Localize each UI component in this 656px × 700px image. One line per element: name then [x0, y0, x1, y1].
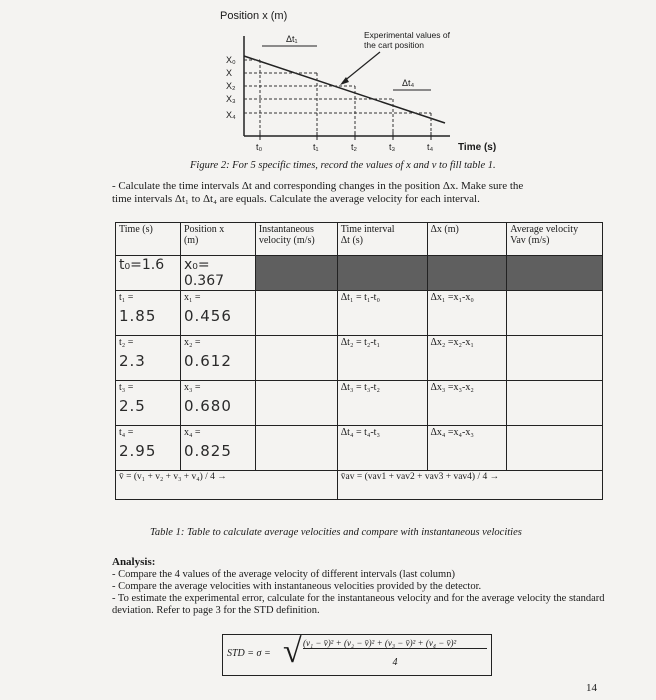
velocity-table [115, 222, 603, 500]
std-numerator: (v₁ − v̄)² + (v₂ − v̄)² + (v₃ − v̄)² + (v₄ − v̄)² [303, 638, 487, 649]
delta-t4-label: Δt₄ [402, 78, 415, 88]
cell-dx1[interactable]: Δx₁ =x₁-x₀ [427, 291, 507, 336]
header-time: Time (s) [116, 223, 181, 256]
avg-average-formula[interactable]: v̄av = (vav1 + vav2 + vav3 + vav4) / 4 → [337, 471, 602, 500]
sqrt-sign: √ [283, 633, 302, 670]
cell-dx4[interactable]: Δx₄ =x₄-x₃ [427, 426, 507, 471]
cell-x2[interactable]: x₂ = 0.612 [180, 336, 255, 381]
cell-t2[interactable]: t₂ = 2.3 [116, 336, 181, 381]
page-number: 14 [586, 682, 597, 694]
cell-t1[interactable]: t₁ = 1.85 [116, 291, 181, 336]
y-tick-x3: X₃ [226, 94, 236, 104]
position-time-graph [200, 8, 520, 166]
y-tick-x0: X₀ [226, 55, 236, 65]
x-tick-t3: t₃ [389, 142, 396, 152]
table-row [116, 426, 603, 471]
header-time-interval: Time interval Δt (s) [337, 223, 427, 256]
cell-v2[interactable] [255, 336, 337, 381]
header-avg-velocity: Average velocity Vav (m/s) [507, 223, 603, 256]
annotation-line1: Experimental values of [364, 30, 450, 40]
cell-dt3[interactable]: Δt₃ = t₃-t₂ [337, 381, 427, 426]
cell-v3[interactable] [255, 381, 337, 426]
cell-dt1[interactable]: Δt₁ = t₁-t₀ [337, 291, 427, 336]
instructions-line2: time intervals Δt₁ to Δt₄ are equals. Calculate the average velocity for each interval. [112, 193, 480, 205]
cell-x3[interactable]: x₃ = 0.680 [180, 381, 255, 426]
y-tick-x: X [226, 68, 233, 78]
annotation-line2: the cart position [364, 40, 425, 50]
cell-t0[interactable]: t₀=1.6 [116, 256, 181, 291]
table-row [116, 291, 603, 336]
std-formula-box [222, 634, 492, 676]
cell-vav4[interactable] [507, 426, 603, 471]
cell-vav3[interactable] [507, 381, 603, 426]
analysis-item: - To estimate the experimental error, calculate for the instantaneous velocity and for the average velocity the standard deviation. Refer to page 3 for the STD definition. [112, 593, 605, 616]
analysis-section [112, 556, 607, 617]
table-row [116, 336, 603, 381]
y-tick-x2: X₂ [226, 81, 236, 91]
cell-v4[interactable] [255, 426, 337, 471]
figure-caption: Figure 2: For 5 specific times, record the values of x and v to fill table 1. [190, 160, 496, 171]
instructions [112, 180, 607, 206]
header-position: Position x (m) [180, 223, 255, 256]
cell-x0[interactable]: x₀= 0.367 [180, 256, 255, 291]
header-inst-velocity: Instantaneous velocity (m/s) [255, 223, 337, 256]
cell-t4[interactable]: t₄ = 2.95 [116, 426, 181, 471]
analysis-title: Analysis: [112, 556, 156, 568]
cell-x1[interactable]: x₁ = 0.456 [180, 291, 255, 336]
x-tick-t0: t₀ [256, 142, 263, 152]
cell-vav1[interactable] [507, 291, 603, 336]
delta-t1-label: Δt₁ [286, 34, 298, 44]
std-lhs: STD = σ = [227, 648, 271, 659]
analysis-item: - Compare the 4 values of the average velocity of different intervals (last column) [112, 569, 455, 580]
analysis-item: - Compare the average velocities with instantaneous velocities provided by the detector. [112, 581, 482, 592]
graph-lines [200, 8, 520, 166]
header-delta-x: Δx (m) [427, 223, 507, 256]
cell-vav2[interactable] [507, 336, 603, 381]
x-axis-title: Time (s) [458, 142, 497, 153]
cell-x4[interactable]: x₄ = 0.825 [180, 426, 255, 471]
table-caption: Table 1: Table to calculate average velocities and compare with instantaneous velocities [150, 527, 522, 538]
x-tick-t1: t₁ [313, 142, 319, 152]
x-tick-t2: t₂ [351, 142, 357, 152]
cell-dx3[interactable]: Δx₃ =x₃-x₂ [427, 381, 507, 426]
table-header-row [116, 223, 603, 256]
std-denominator: 4 [392, 657, 398, 668]
table-row [116, 256, 603, 291]
table-row [116, 381, 603, 426]
x-tick-t4: t₄ [427, 142, 434, 152]
instructions-line1: - Calculate the time intervals Δt and corresponding changes in the position Δx. Make sure the [112, 180, 524, 192]
cell-t3[interactable]: t₃ = 2.5 [116, 381, 181, 426]
table-average-row [116, 471, 603, 500]
cell-dx2[interactable]: Δx₂ =x₂-x₁ [427, 336, 507, 381]
y-tick-x4: X₄ [226, 110, 236, 120]
y-axis-title: Position x (m) [220, 10, 288, 22]
cell-dt4[interactable]: Δt₄ = t₄-t₃ [337, 426, 427, 471]
cell-v1[interactable] [255, 291, 337, 336]
avg-instantaneous-formula[interactable]: v̄ = (v₁ + v₂ + v₃ + v₄) / 4 → [116, 471, 338, 500]
cell-dt2[interactable]: Δt₂ = t₂-t₁ [337, 336, 427, 381]
